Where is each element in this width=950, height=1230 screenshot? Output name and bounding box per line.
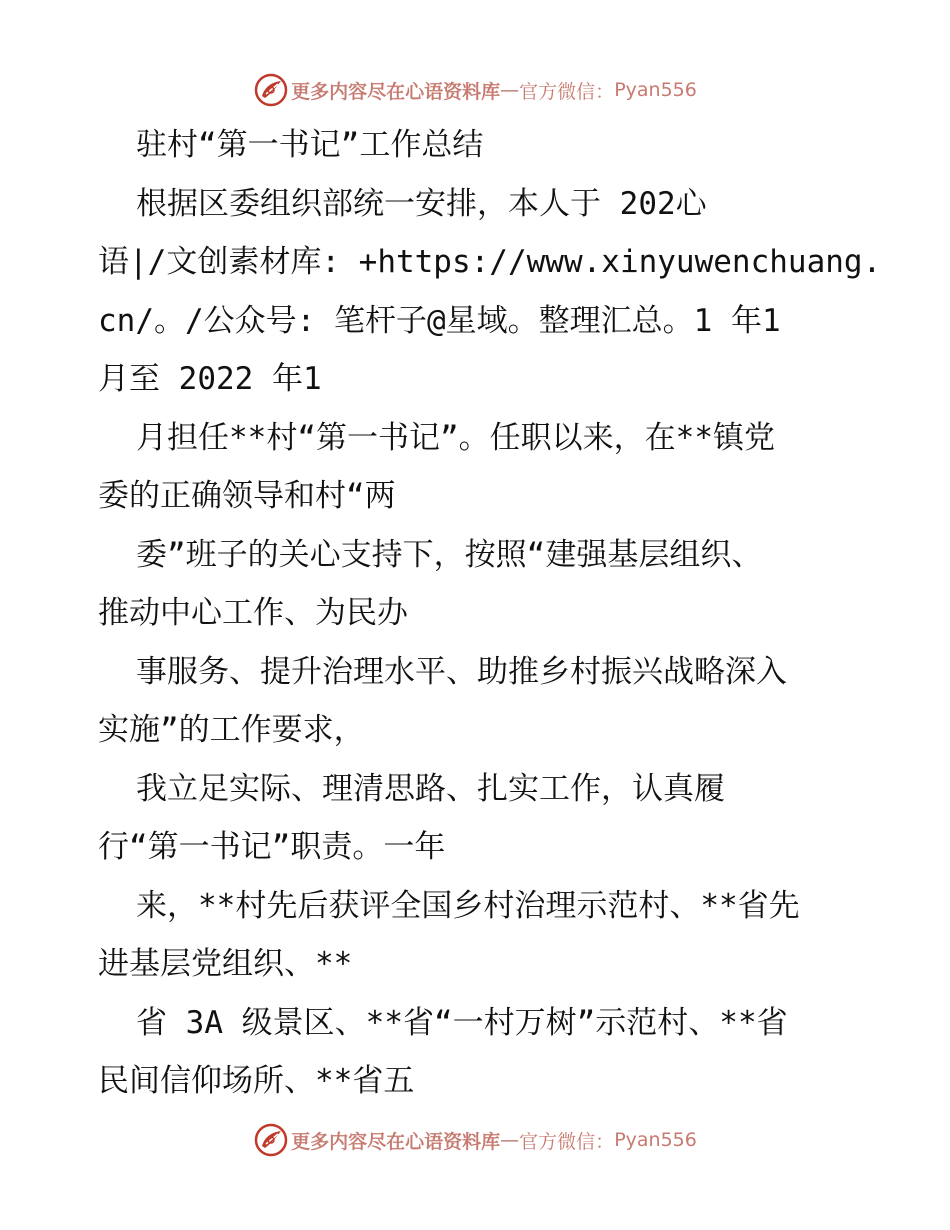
banner-wechat-label: 官方微信： <box>519 80 615 103</box>
paragraph-line: 根据区委组织部统一安排，本人于 202心 <box>136 185 707 222</box>
banner-wechat-id: Pyan556 <box>614 79 697 101</box>
footer-banner <box>0 1120 950 1160</box>
banner-dash: — <box>500 79 520 101</box>
banner-main-text: 更多内容尽在心语资料库 <box>291 1130 501 1153</box>
paragraph-line: 实施”的工作要求， <box>98 712 365 748</box>
paragraph-line: 月担任**村“第一书记”。任职以来，在**镇党 <box>136 419 775 456</box>
banner-wechat-label: 官方微信： <box>519 1130 615 1153</box>
brand-logo-icon <box>253 1122 289 1158</box>
paragraph-line: 省 3A 级景区、**省“一村万树”示范村、**省 <box>136 1004 788 1041</box>
banner-main-text: 更多内容尽在心语资料库 <box>291 80 501 103</box>
banner-dash: — <box>500 1129 520 1151</box>
paragraph-line: 进基层党组织、** <box>98 946 353 982</box>
paragraph-line: 月至 2022 年1 <box>98 361 322 397</box>
document-title: 驻村“第一书记”工作总结 <box>136 127 484 163</box>
paragraph-line: 来，**村先后获评全国乡村治理示范村、**省先 <box>136 887 800 924</box>
paragraph-line: 语|/文创素材库: +https://www.xinyuwenchuang. <box>98 244 882 280</box>
banner-wechat-id: Pyan556 <box>614 1129 697 1151</box>
document-body <box>98 116 918 1111</box>
paragraph-line: 事服务、提升治理水平、助推乡村振兴战略深入 <box>136 653 787 690</box>
paragraph-line: 民间信仰场所、**省五 <box>98 1063 415 1099</box>
paragraph-line: 推动中心工作、为民办 <box>98 595 408 631</box>
paragraph-line: cn/。/公众号: 笔杆子@星域。整理汇总。1 年1 <box>98 302 781 339</box>
paragraph-line: 行“第一书记”职责。一年 <box>98 829 446 865</box>
paragraph-line: 委的正确领导和村“两 <box>98 478 396 514</box>
brand-logo-icon <box>253 72 289 108</box>
paragraph-line: 我立足实际、理清思路、扎实工作，认真履 <box>136 770 725 807</box>
header-banner <box>0 70 950 110</box>
paragraph-line: 委”班子的关心支持下，按照“建强基层组织、 <box>136 536 763 573</box>
